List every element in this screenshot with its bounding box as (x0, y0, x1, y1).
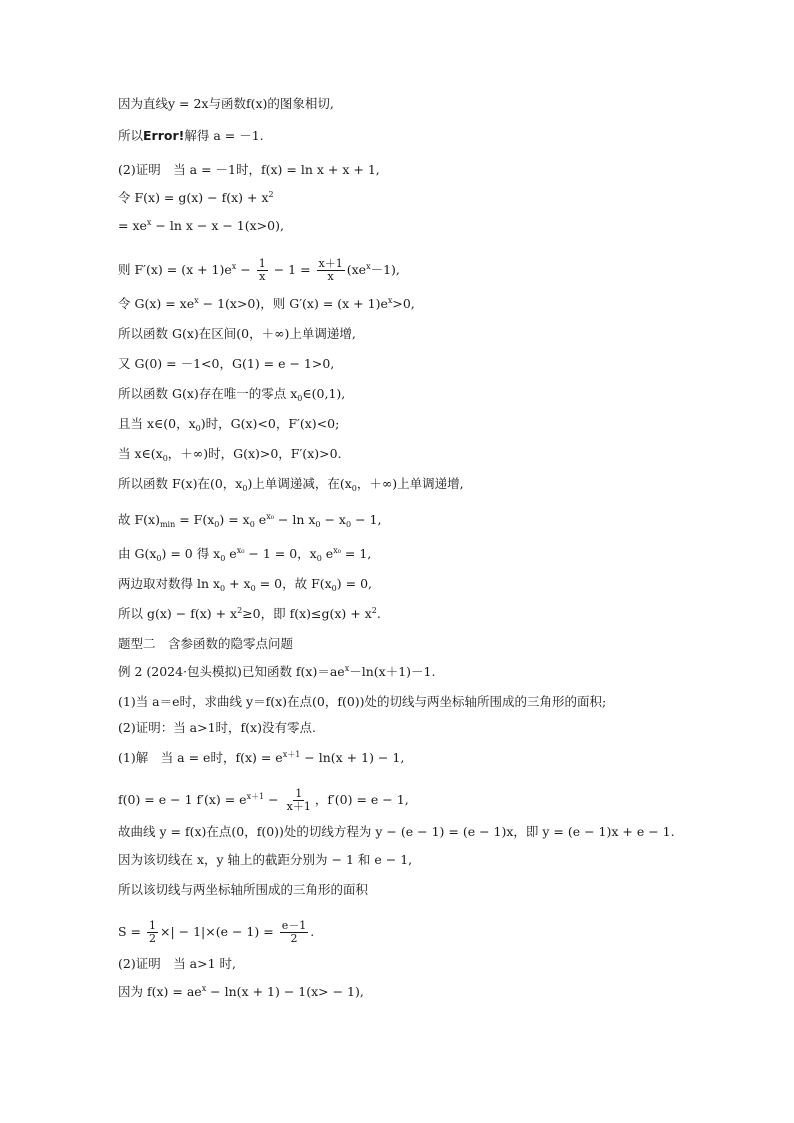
subscript: 0 (156, 554, 162, 563)
subscript: 0 (331, 584, 337, 593)
text-run: >0, (392, 296, 415, 311)
text-run: (xe (346, 262, 367, 277)
subscript: 0 (316, 554, 322, 563)
subscript: 0 (297, 394, 303, 403)
text-run: − 1 = 0，x (244, 546, 317, 561)
text-line (118, 606, 758, 622)
subscript: min (159, 520, 176, 529)
text-run: ，＋∞)时，G(x)>0，F′(x)>0. (167, 446, 342, 461)
text-run: − ln x − x − 1(x>0), (151, 218, 284, 233)
text-line (118, 984, 758, 1000)
text-run: + x (225, 576, 251, 591)
text-line (118, 476, 758, 492)
superscript: x₀ (266, 512, 274, 521)
superscript: x₀ (236, 546, 245, 555)
superscript: 2 (237, 606, 243, 615)
text-line (118, 386, 758, 402)
text-run: ) = x (219, 512, 250, 527)
text-run: ∈(0,1), (302, 386, 346, 401)
superscript: 2 (371, 606, 377, 615)
superscript: 2 (268, 190, 274, 199)
text-run: )时，G(x)<0，F′(x)<0; (200, 416, 340, 431)
subscript: 0 (351, 484, 357, 493)
fraction (147, 920, 158, 945)
text-run: 因为 f(x) = ae (118, 984, 202, 999)
text-line (118, 446, 758, 462)
text-run: 所以函数 G(x)存在唯一的零点 x (118, 386, 298, 401)
text-run: e (225, 546, 237, 561)
text-run: ≥0，即 f(x)≤g(x) + x (242, 606, 372, 621)
text-line: 所以函数 G(x)在区间(0，＋∞)上单调递增, (118, 326, 356, 341)
text-run: f(0) = e − 1 f′(x) = e (118, 792, 247, 807)
fraction (285, 788, 313, 813)
fraction (257, 258, 268, 283)
text-run: ，＋∞)上单调递增, (356, 476, 464, 491)
text-run: ×| − 1|×(e − 1) = (159, 924, 278, 939)
text-run: －ln(x＋1)－1. (349, 664, 436, 679)
text-line (118, 920, 758, 945)
text-run: 且当 x∈(0，x (118, 416, 196, 431)
text-run: e (254, 512, 267, 527)
text-line: (2)证明 当 a = －1时，f(x) = ln x + x + 1, (118, 162, 380, 177)
fraction-numerator: 1 (295, 787, 303, 800)
text-run: − (264, 792, 283, 807)
text-run: − (236, 262, 255, 277)
fraction-numerator: e－1 (281, 919, 307, 932)
text-line (118, 416, 758, 432)
text-line: (1)当 a＝e时，求曲线 y＝f(x)在点(0，f(0))处的切线与两坐标轴所围成的三角形的面积; (118, 694, 607, 709)
text-run: )上单调递减，在(x (247, 476, 352, 491)
text-run: ，f′(0) = e − 1, (314, 792, 409, 807)
superscript: x (146, 218, 152, 227)
text-run: e (321, 546, 334, 561)
text-run: 所以 (118, 128, 144, 143)
text-run: 则 F′(x) = (x + 1)e (118, 262, 232, 277)
subscript: 0 (249, 520, 255, 529)
text-run: 解得 a = －1. (184, 128, 264, 143)
text-run: 当 x∈(x (118, 446, 163, 461)
text-run: S = (118, 924, 145, 939)
text-line: 又 G(0) = －1<0，G(1) = e − 1>0, (118, 356, 335, 371)
text-run: 所以 g(x) − f(x) + x (118, 606, 238, 621)
fraction-denominator: 2 (290, 932, 298, 945)
text-line (118, 576, 758, 592)
text-run: . (376, 606, 381, 621)
text-run: − x (320, 512, 346, 527)
text-run: 所以函数 F(x)在(0，x (118, 476, 243, 491)
text-run: 令 G(x) = xe (118, 296, 195, 311)
superscript: x (231, 262, 237, 271)
fraction-numerator: 1 (148, 919, 156, 932)
text-line (118, 190, 758, 206)
text-run: = xe (118, 218, 147, 233)
text-run: = 0，故 F(x (255, 576, 332, 591)
text-run: 例 2 (2024·包头模拟)已知函数 f(x)＝ae (118, 664, 345, 679)
text-line: 因为直线y = 2x与函数f(x)的图象相切, (118, 96, 334, 111)
text-run: ) = 0, (336, 576, 372, 591)
text-run: − ln(x + 1) − 1, (300, 750, 405, 765)
text-run: 令 F(x) = g(x) − f(x) + x (118, 190, 269, 205)
subscript: 0 (214, 520, 220, 529)
text-run: − 1(x>0)，则 G′(x) = (x + 1)e (198, 296, 388, 311)
text-line (118, 258, 758, 283)
subscript: 0 (220, 554, 226, 563)
fraction (280, 920, 309, 945)
fraction-numerator: x＋1 (318, 257, 343, 270)
superscript: x (366, 262, 371, 271)
text-run: = F(x (175, 512, 215, 527)
text-run: . (310, 924, 315, 939)
text-line: 因为该切线在 x，y 轴上的截距分别为 − 1 和 e − 1, (118, 852, 413, 867)
text-line (118, 750, 758, 766)
subscript: 0 (250, 584, 256, 593)
fraction-numerator: 1 (258, 257, 266, 270)
text-line (118, 296, 758, 312)
subscript: 0 (220, 584, 226, 593)
error-text: Error! (143, 128, 185, 143)
fraction-denominator: x (259, 270, 266, 283)
text-line: (2)证明 当 a>1 时, (118, 956, 237, 971)
text-run: (1)解 当 a = e时，f(x) = e (118, 750, 283, 765)
superscript: x (201, 984, 207, 993)
subscript: 0 (162, 454, 168, 463)
text-run: ) = 0 得 x (161, 546, 221, 561)
text-run: − ln x (273, 512, 316, 527)
fraction-denominator: 2 (148, 932, 156, 945)
subscript: 0 (315, 520, 321, 529)
fraction-denominator: x (327, 270, 334, 283)
text-run: －1), (370, 262, 400, 277)
text-line (118, 664, 758, 680)
text-line (118, 218, 758, 234)
superscript: x₀ (333, 546, 341, 555)
text-line: 所以该切线与两坐标轴所围成的三角形的面积 (118, 882, 369, 897)
text-line (118, 546, 758, 562)
superscript: x (344, 664, 350, 673)
text-run: = 1, (340, 546, 372, 561)
text-run: − 1 = (269, 262, 315, 277)
superscript: x＋1 (282, 750, 301, 759)
superscript: x (387, 296, 393, 305)
text-line (118, 788, 758, 813)
subscript: 0 (346, 520, 352, 529)
subscript: 0 (195, 424, 201, 433)
text-line: (2)证明：当 a>1时，f(x)没有零点. (118, 720, 316, 735)
text-run: − 1, (351, 512, 382, 527)
fraction (317, 258, 345, 283)
text-line: 故曲线 y = f(x)在点(0，f(0))处的切线方程为 y − (e − 1) = (e − 1)x，即 y = (e − 1)x + e − 1. (118, 824, 675, 839)
text-run: 两边取对数得 ln x (118, 576, 221, 591)
text-line (118, 512, 758, 528)
superscript: x (194, 296, 199, 305)
text-run: 故 F(x) (118, 512, 160, 527)
fraction-denominator: x＋1 (286, 800, 311, 813)
section-heading: 题型二 含参函数的隐零点问题 (118, 636, 294, 651)
text-line (118, 128, 758, 144)
text-run: − ln(x + 1) − 1(x> − 1), (206, 984, 364, 999)
text-run: 由 G(x (118, 546, 157, 561)
superscript: x＋1 (246, 792, 265, 801)
subscript: 0 (242, 484, 248, 493)
